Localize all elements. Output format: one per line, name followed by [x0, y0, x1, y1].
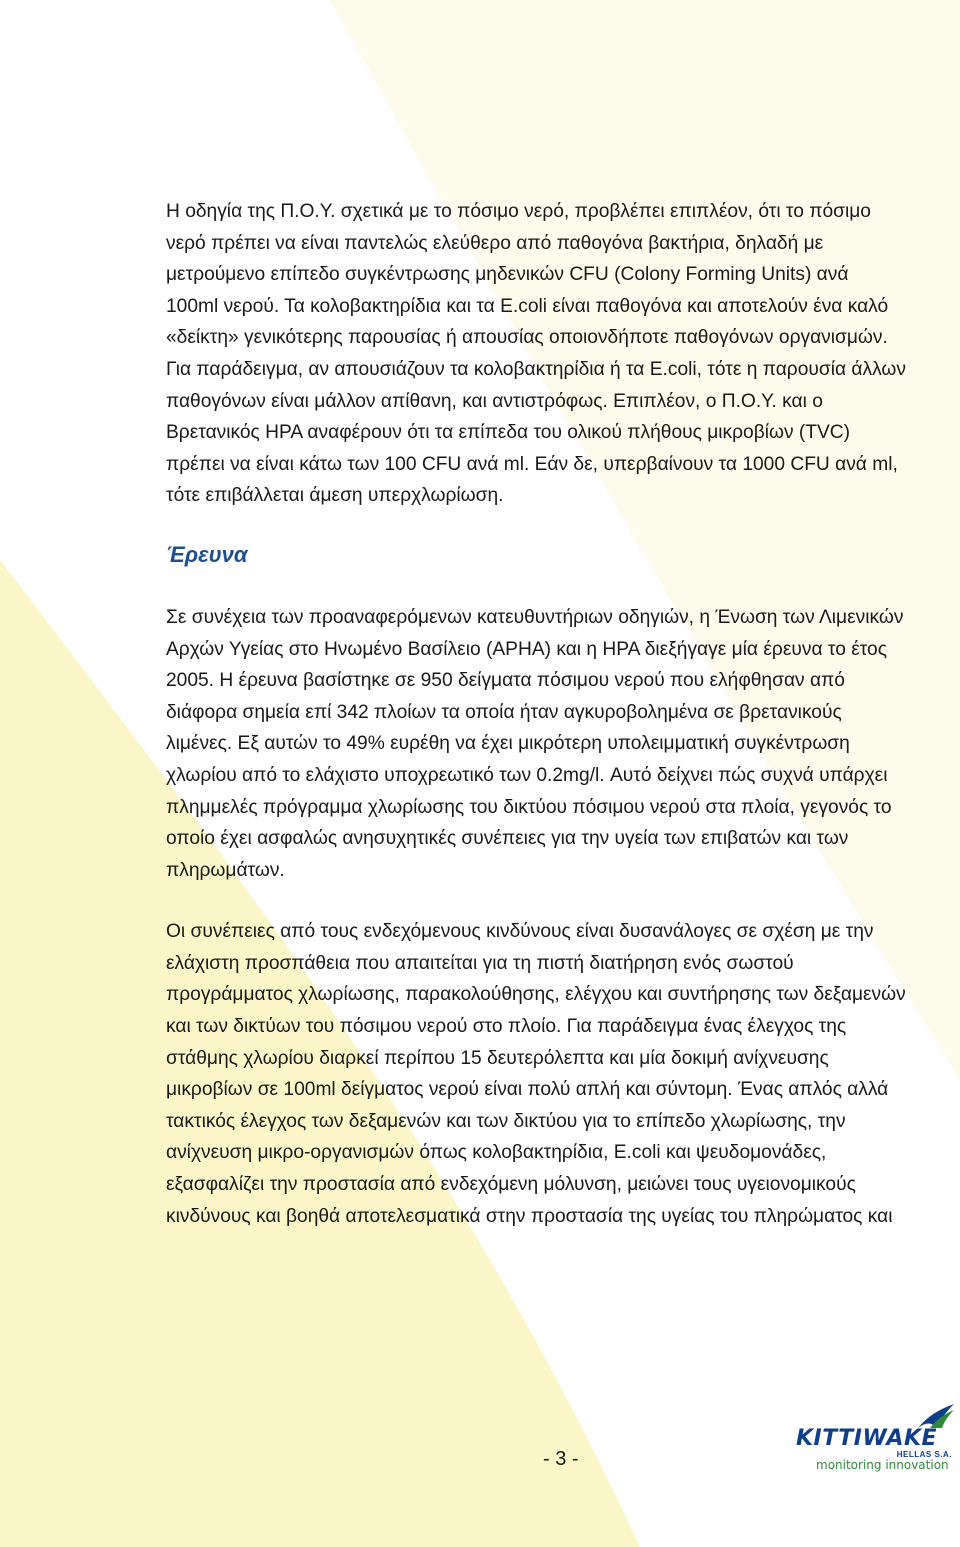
logo-wordmark: KITTIWAKE — [796, 1426, 938, 1451]
logo-subtitle: HELLAS S.A. — [896, 1450, 952, 1459]
paragraph-who-guidelines: Η οδηγία της Π.Ο.Υ. σχετικά με το πόσιμο νερό, προβλέπει επιπλέον, ότι το πόσιμο νερό πρέπει να είναι παντελώς ελεύθερο από παθογόνα βακτήρια, δηλαδή με μετρούμενο επίπεδο συγκέντρωσης μηδενικών CFU (Colony Forming Units) ανά 100ml νερού. Τα κολοβακτηρίδια και τα E.coli είναι παθογόνα και αποτελούν ένα καλό «δείκτη» γενικότερης παρουσίας ή απουσίας οποιονδήποτε παθογόνων οργανισμών. Για παράδειγμα, αν απουσιάζουν τα κολοβακτηρίδια ή τα E.coli, τότε η παρουσία άλλων παθογόνων είναι μάλλον απίθανη, και αντιστρόφως. Επιπλέον, ο Π.Ο.Υ. και ο Βρετανικός HPA αναφέρουν ότι τα επίπεδα του ολικού πλήθους μικροβίων (TVC) πρέπει να είναι κάτω των 100 CFU ανά ml. Εάν δε, υπερβαίνουν τα 1000 CFU ανά ml, τότε επιβάλλεται άμεση υπερχλωρίωση. — [166, 201, 906, 507]
document-body — [166, 196, 906, 1232]
paragraph-research: Σε συνέχεια των προαναφερόμενων κατευθυντήριων οδηγιών, η Ένωση των Λιμενικών Αρχών Υγείας στο Ηνωμένο Βασίλειο (APHA) και η HPA διεξήγαγε μία έρευνα το έτος 2005. Η έρευνα βασίστηκε σε 950 δείγματα πόσιμου νερού που ελήφθησαν από διάφορα σημεία επί 342 πλοίων τα οποία ήταν αγκυροβολημένα σε βρετανικούς λιμένες. Εξ αυτών το 49% ευρέθη να έχει μικρότερη υπολειμματική συγκέντρωση χλωρίου από το ελάχιστο υποχρεωτικό των 0.2mg/l. Αυτό δείχνει πώς συχνά υπάρχει πλημμελές πρόγραμμα χλωρίωσης του δικτύου πόσιμου νερού στα πλοία, γεγονός το οποίο έχει ασφαλώς ανησυχητικές συνέπειες για την υγεία των επιβατών και των πληρωμάτων. — [166, 606, 904, 881]
logo-tagline: monitoring innovation — [816, 1458, 949, 1472]
page-number: - 3 - — [543, 1448, 579, 1470]
paragraph-consequences: Οι συνέπειες από τους ενδεχόμενους κινδύνους είναι δυσανάλογες σε σχέση με την ελάχιστη προσπάθεια που απαιτείται για τη πιστή διατήρηση ενός σωστού προγράμματος χλωρίωσης, παρακολούθησης, ελέγχου και συντήρησης των δεξαμενών και των δικτύων του πόσιμου νερού στο πλοίο. Για παράδειγμα ένας έλεγχος της στάθμης χλωρίου διαρκεί περίπου 15 δευτερόλεπτα και μία δοκιμή ανίχνευσης μικροβίων σε 100ml δείγματος νερού είναι πολύ απλή και σύντομη. Ένας απλός αλλά τακτικός έλεγχος των δεξαμενών και των δικτύου για το επίπεδο χλωρίωσης, την ανίχνευση μικρο-οργανισμών όπως κολοβακτηρίδια, E.coli και ψευδομονάδες, εξασφαλίζει την προστασία από ενδεχόμενη μόλυνση, μειώνει τους υγειονομικούς κινδύνους και βοηθά αποτελεσματικά στην προστασία της υγείας του πληρώματος και — [166, 921, 906, 1227]
section-heading-research: Έρευνα — [166, 541, 248, 567]
company-logo — [792, 1402, 958, 1472]
